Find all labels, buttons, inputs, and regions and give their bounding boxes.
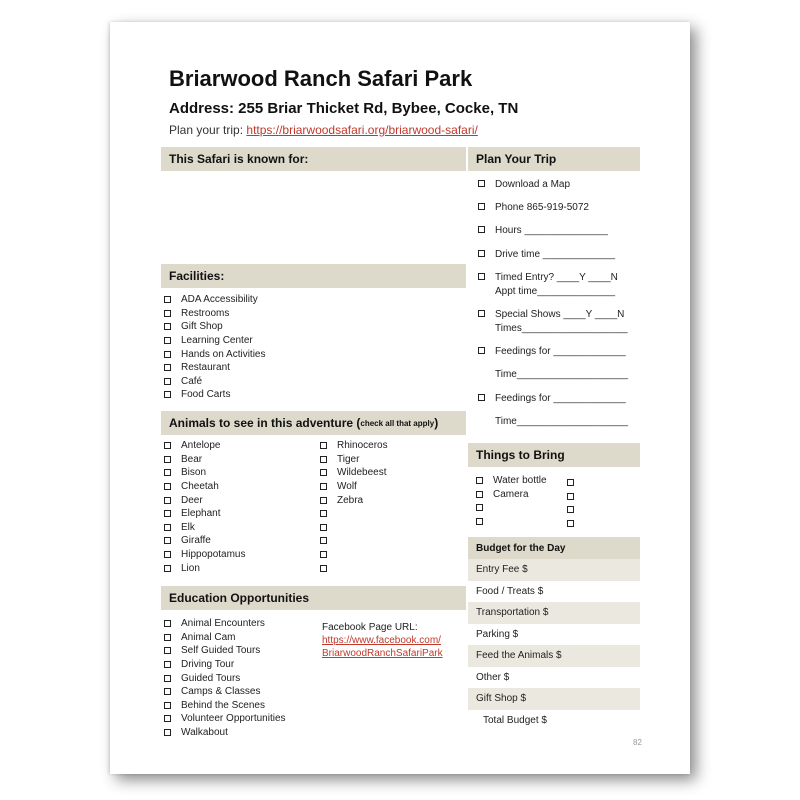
checkbox[interactable]: [567, 506, 574, 513]
budget-row-transportation[interactable]: Transportation $: [468, 602, 640, 624]
things-to-bring-col2: [567, 476, 584, 530]
checkbox[interactable]: [476, 504, 483, 511]
things-to-bring-header: Things to Bring: [468, 443, 640, 467]
checkbox[interactable]: [164, 524, 171, 531]
plan-item-feedings-1: Feedings for _____________ Time____________________: [478, 345, 628, 382]
checkbox[interactable]: [478, 250, 485, 257]
budget-row-other[interactable]: Other $: [476, 672, 510, 684]
list-item: Learning Center: [164, 334, 266, 348]
animals-header-note: check all that apply: [360, 418, 435, 428]
list-item: [476, 515, 547, 529]
list-item: Elephant: [164, 507, 245, 521]
list-item: [476, 501, 547, 515]
plan-item-feedings-2: Feedings for _____________ Time____________________: [478, 392, 628, 429]
plan-item-special-shows: Special Shows ____Y ____N Times___________________: [478, 308, 628, 336]
checkbox[interactable]: [164, 310, 171, 317]
list-item: Animal Encounters: [164, 617, 286, 631]
checkbox[interactable]: [567, 479, 574, 486]
facebook-link-line1[interactable]: https://www.facebook.com/: [322, 635, 441, 646]
budget-header: Budget for the Day: [468, 537, 640, 559]
checkbox[interactable]: [320, 510, 327, 517]
plan-trip-line: [169, 123, 478, 137]
checkbox[interactable]: [164, 378, 171, 385]
checkbox[interactable]: [567, 493, 574, 500]
checkbox[interactable]: [164, 323, 171, 330]
worksheet-page: [110, 22, 690, 774]
address: Address: 255 Briar Thicket Rd, Bybee, Cocke, TN: [169, 100, 519, 117]
checkbox[interactable]: [164, 337, 171, 344]
list-item: Deer: [164, 493, 245, 507]
checkbox[interactable]: [476, 491, 483, 498]
checkbox[interactable]: [478, 273, 485, 280]
checkbox[interactable]: [164, 296, 171, 303]
list-item: ADA Accessibility: [164, 293, 266, 307]
checkbox[interactable]: [476, 518, 483, 525]
list-item: Restaurant: [164, 361, 266, 375]
checkbox[interactable]: [320, 483, 327, 490]
list-item: [567, 476, 584, 490]
list-item: Guided Tours: [164, 671, 286, 685]
checkbox[interactable]: [164, 442, 171, 449]
budget-row-parking[interactable]: Parking $: [476, 629, 519, 641]
list-item: Cheetah: [164, 480, 245, 494]
list-item: Water bottle: [476, 474, 547, 488]
checkbox[interactable]: [164, 661, 171, 668]
list-item: Elk: [164, 521, 245, 535]
list-item: Antelope: [164, 439, 245, 453]
list-item: Walkabout: [164, 726, 286, 740]
budget-row-feed-animals[interactable]: Feed the Animals $: [468, 645, 640, 667]
budget-row-food[interactable]: Food / Treats $: [476, 586, 544, 598]
checkbox[interactable]: [164, 551, 171, 558]
checkbox[interactable]: [320, 551, 327, 558]
list-item: Lion: [164, 561, 245, 575]
checkbox[interactable]: [164, 620, 171, 627]
animals-header-text: Animals to see in this adventure (: [169, 416, 361, 430]
list-item: Gift Shop: [164, 320, 266, 334]
page-number: 82: [633, 738, 642, 747]
list-item: Hippopotamus: [164, 548, 245, 562]
checkbox[interactable]: [164, 364, 171, 371]
plan-trip-link[interactable]: https://briarwoodsafari.org/briarwood-safari/: [246, 123, 478, 137]
list-item: Behind the Scenes: [164, 699, 286, 713]
plan-item-phone: Phone 865-919-5072: [478, 201, 589, 215]
list-item: Animal Cam: [164, 631, 286, 645]
checkbox[interactable]: [164, 715, 171, 722]
plan-item-hours: Hours _______________: [478, 224, 608, 238]
facebook-link-line2[interactable]: BriarwoodRanchSafariPark: [322, 648, 443, 659]
list-item: Tiger: [320, 453, 388, 467]
list-item: Self Guided Tours: [164, 644, 286, 658]
checkbox[interactable]: [478, 226, 485, 233]
animals-list-col2: [320, 439, 388, 575]
list-item: Food Carts: [164, 388, 266, 402]
budget-row-entry-fee[interactable]: Entry Fee $: [468, 559, 640, 581]
checkbox[interactable]: [164, 565, 171, 572]
list-item: Hands on Activities: [164, 347, 266, 361]
list-item: Rhinoceros: [320, 439, 388, 453]
list-item: Zebra: [320, 493, 388, 507]
checkbox[interactable]: [478, 180, 485, 187]
list-item: Wolf: [320, 480, 388, 494]
plan-item-drive-time: Drive time _____________: [478, 248, 615, 262]
list-item: Camera: [476, 488, 547, 502]
checkbox[interactable]: [320, 442, 327, 449]
plan-your-trip-header: Plan Your Trip: [468, 147, 640, 171]
list-item: [320, 561, 388, 575]
checkbox[interactable]: [320, 469, 327, 476]
facilities-header: Facilities:: [161, 264, 466, 288]
facebook-label: Facebook Page URL:: [322, 622, 418, 633]
list-item: Café: [164, 375, 266, 389]
checkbox[interactable]: [320, 565, 327, 572]
checkbox[interactable]: [478, 203, 485, 210]
checkbox[interactable]: [164, 456, 171, 463]
list-item: [320, 534, 388, 548]
checkbox[interactable]: [164, 647, 171, 654]
checkbox[interactable]: [164, 729, 171, 736]
plan-trip-label: Plan your trip:: [169, 123, 244, 137]
plan-item-timed-entry: Timed Entry? ____Y ____N Appt time______________: [478, 271, 618, 299]
animals-header-close: ): [434, 416, 439, 430]
list-item: Volunteer Opportunities: [164, 712, 286, 726]
list-item: Driving Tour: [164, 658, 286, 672]
list-item: Camps & Classes: [164, 685, 286, 699]
list-item: Wildebeest: [320, 466, 388, 480]
list-item: Restrooms: [164, 307, 266, 321]
checkbox[interactable]: [478, 310, 485, 317]
checkbox[interactable]: [164, 391, 171, 398]
list-item: [320, 521, 388, 535]
budget-row-total[interactable]: Total Budget $: [483, 715, 547, 727]
list-item: [567, 503, 584, 517]
list-item: Bear: [164, 453, 245, 467]
checkbox[interactable]: [164, 537, 171, 544]
education-header: Education Opportunities: [161, 586, 466, 610]
plan-item-map: Download a Map: [478, 178, 570, 192]
checkbox[interactable]: [320, 537, 327, 544]
list-item: [320, 507, 388, 521]
known-for-header: This Safari is known for:: [161, 147, 466, 171]
checkbox[interactable]: [320, 524, 327, 531]
checkbox[interactable]: [164, 634, 171, 641]
page-title: Briarwood Ranch Safari Park: [169, 66, 473, 91]
checkbox[interactable]: [164, 702, 171, 709]
checkbox[interactable]: [478, 394, 485, 401]
checkbox[interactable]: [164, 688, 171, 695]
list-item: [567, 517, 584, 531]
checkbox[interactable]: [478, 347, 485, 354]
checkbox[interactable]: [164, 510, 171, 517]
facebook-block: [322, 621, 443, 660]
checkbox[interactable]: [164, 675, 171, 682]
checkbox[interactable]: [164, 469, 171, 476]
list-item: Giraffe: [164, 534, 245, 548]
list-item: Bison: [164, 466, 245, 480]
budget-row-gift-shop[interactable]: Gift Shop $: [468, 688, 640, 710]
list-item: [320, 548, 388, 562]
things-to-bring-col1: [476, 474, 547, 528]
checkbox[interactable]: [320, 497, 327, 504]
animals-list-col1: [164, 439, 245, 575]
checkbox[interactable]: [476, 477, 483, 484]
checkbox[interactable]: [164, 497, 171, 504]
checkbox[interactable]: [320, 456, 327, 463]
checkbox[interactable]: [567, 520, 574, 527]
education-list: [164, 617, 286, 739]
checkbox[interactable]: [164, 351, 171, 358]
facilities-list: [164, 293, 266, 402]
animals-header: [161, 411, 466, 435]
list-item: [567, 490, 584, 504]
checkbox[interactable]: [164, 483, 171, 490]
